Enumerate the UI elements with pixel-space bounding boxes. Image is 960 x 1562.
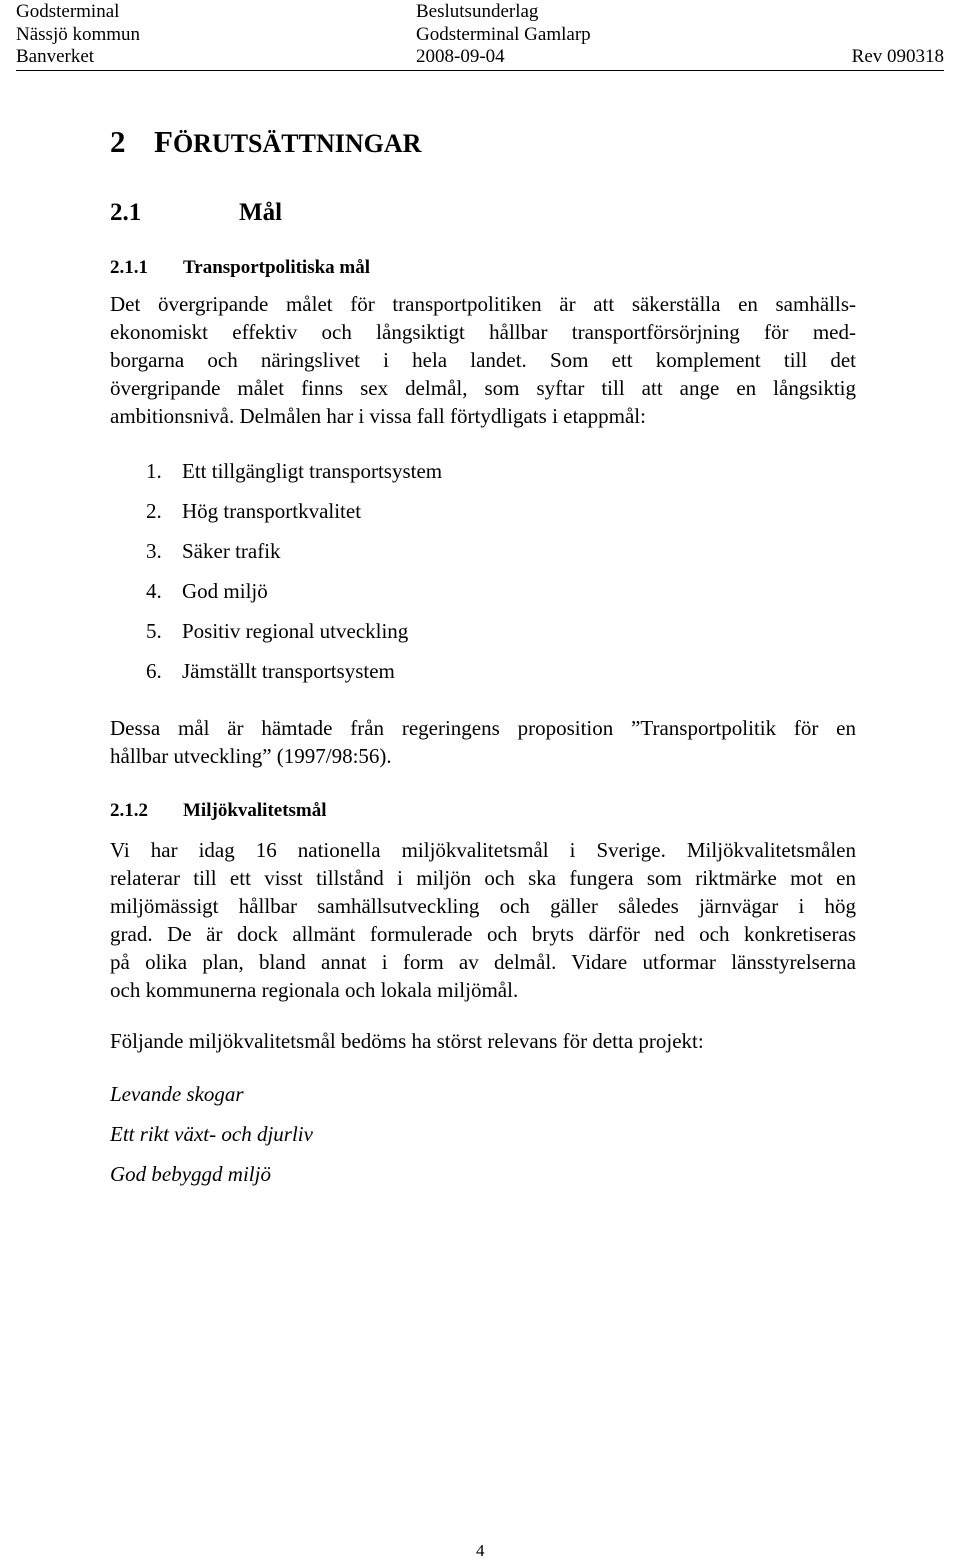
paragraph-line: övergripande målet finns sex delmål, som syftar till att ange en långsiktig bbox=[110, 376, 856, 400]
paragraph-line: på olika plan, bland annat i form av delmål. Vidare utformar länsstyrelserna bbox=[110, 950, 856, 974]
list-item: 6. Jämställt transportsystem bbox=[146, 659, 395, 683]
list-item: 3. Säker trafik bbox=[146, 539, 281, 563]
section-number: 2.1 bbox=[110, 199, 142, 226]
paragraph-line: grad. De är dock allmänt formulerade och bryts därför ned och konkretiseras bbox=[110, 922, 856, 946]
section-heading bbox=[110, 199, 282, 227]
header-doc-type: Beslutsunderlag bbox=[416, 1, 539, 22]
transport-intro-paragraph bbox=[110, 290, 856, 430]
transport-source-paragraph bbox=[110, 714, 856, 770]
list-item: 1. Ett tillgängligt transportsystem bbox=[146, 459, 443, 483]
transport-goals-list bbox=[146, 457, 442, 697]
header-revision: Rev 090318 bbox=[851, 46, 944, 67]
list-item: 4. God miljö bbox=[146, 579, 268, 603]
subsection-title: Miljökvalitetsmål bbox=[183, 800, 327, 821]
paragraph-line: borgarna och näringslivet i hela landet. Som ett komplement till det bbox=[110, 348, 856, 372]
paragraph-line: Följande miljökvalitetsmål bedöms ha störst relevans för detta projekt: bbox=[110, 1029, 704, 1053]
relevant-goal: God bebyggd miljö bbox=[110, 1162, 271, 1186]
header-municipality: Nässjö kommun bbox=[16, 24, 141, 45]
header-doc-title: Godsterminal Gamlarp bbox=[416, 24, 591, 45]
chapter-number: 2 bbox=[110, 124, 126, 159]
chapter-heading bbox=[110, 124, 421, 160]
chapter-title-rest: ÖRUTSÄTTNINGAR bbox=[172, 129, 422, 158]
header-row-3 bbox=[16, 46, 944, 71]
list-item: 2. Hög transportkvalitet bbox=[146, 499, 362, 523]
paragraph-line: ambitionsnivå. Delmålen har i vissa fall förtydligats i etappmål: bbox=[110, 404, 646, 428]
paragraph-line: Det övergripande målet för transportpolitiken är att säkerställa en samhälls- bbox=[110, 292, 856, 316]
relevant-goal: Ett rikt växt- och djurliv bbox=[110, 1122, 313, 1146]
header-organisation: Banverket bbox=[16, 46, 95, 67]
subsection-number: 2.1.2 bbox=[110, 800, 148, 821]
list-item: 5. Positiv regional utveckling bbox=[146, 619, 409, 643]
paragraph-line: relaterar till ett visst tillstånd i miljön och ska fungera som riktmärke mot en bbox=[110, 866, 856, 890]
paragraph-line: Dessa mål är hämtade från regeringens proposition ”Transportpolitik för en bbox=[110, 716, 856, 740]
subsection-title: Transportpolitiska mål bbox=[183, 257, 371, 278]
relevance-paragraph bbox=[110, 1027, 856, 1055]
header-project: Godsterminal bbox=[16, 1, 120, 22]
subsection-number: 2.1.1 bbox=[110, 257, 148, 278]
relevant-goal: Levande skogar bbox=[110, 1082, 244, 1106]
paragraph-line: Vi har idag 16 nationella miljökvalitetsmål i Sverige. Miljökvalitetsmålen bbox=[110, 838, 856, 862]
section-title: Mål bbox=[239, 199, 283, 226]
chapter-title-initial: F bbox=[154, 124, 173, 159]
paragraph-line: miljömässigt hållbar samhällsutveckling och gäller således järnvägar i hög bbox=[110, 894, 856, 918]
header-date: 2008-09-04 bbox=[416, 46, 505, 67]
paragraph-line: ekonomiskt effektiv och långsiktigt hållbar transportförsörjning för med- bbox=[110, 320, 856, 344]
paragraph-line: och kommunerna regionala och lokala miljömål. bbox=[110, 978, 519, 1002]
page-number: 4 bbox=[476, 1541, 485, 1560]
paragraph-line: hållbar utveckling” (1997/98:56). bbox=[110, 744, 392, 768]
environment-paragraph bbox=[110, 836, 856, 1004]
subsection-heading-environment bbox=[110, 800, 327, 822]
subsection-heading-transport bbox=[110, 257, 370, 279]
